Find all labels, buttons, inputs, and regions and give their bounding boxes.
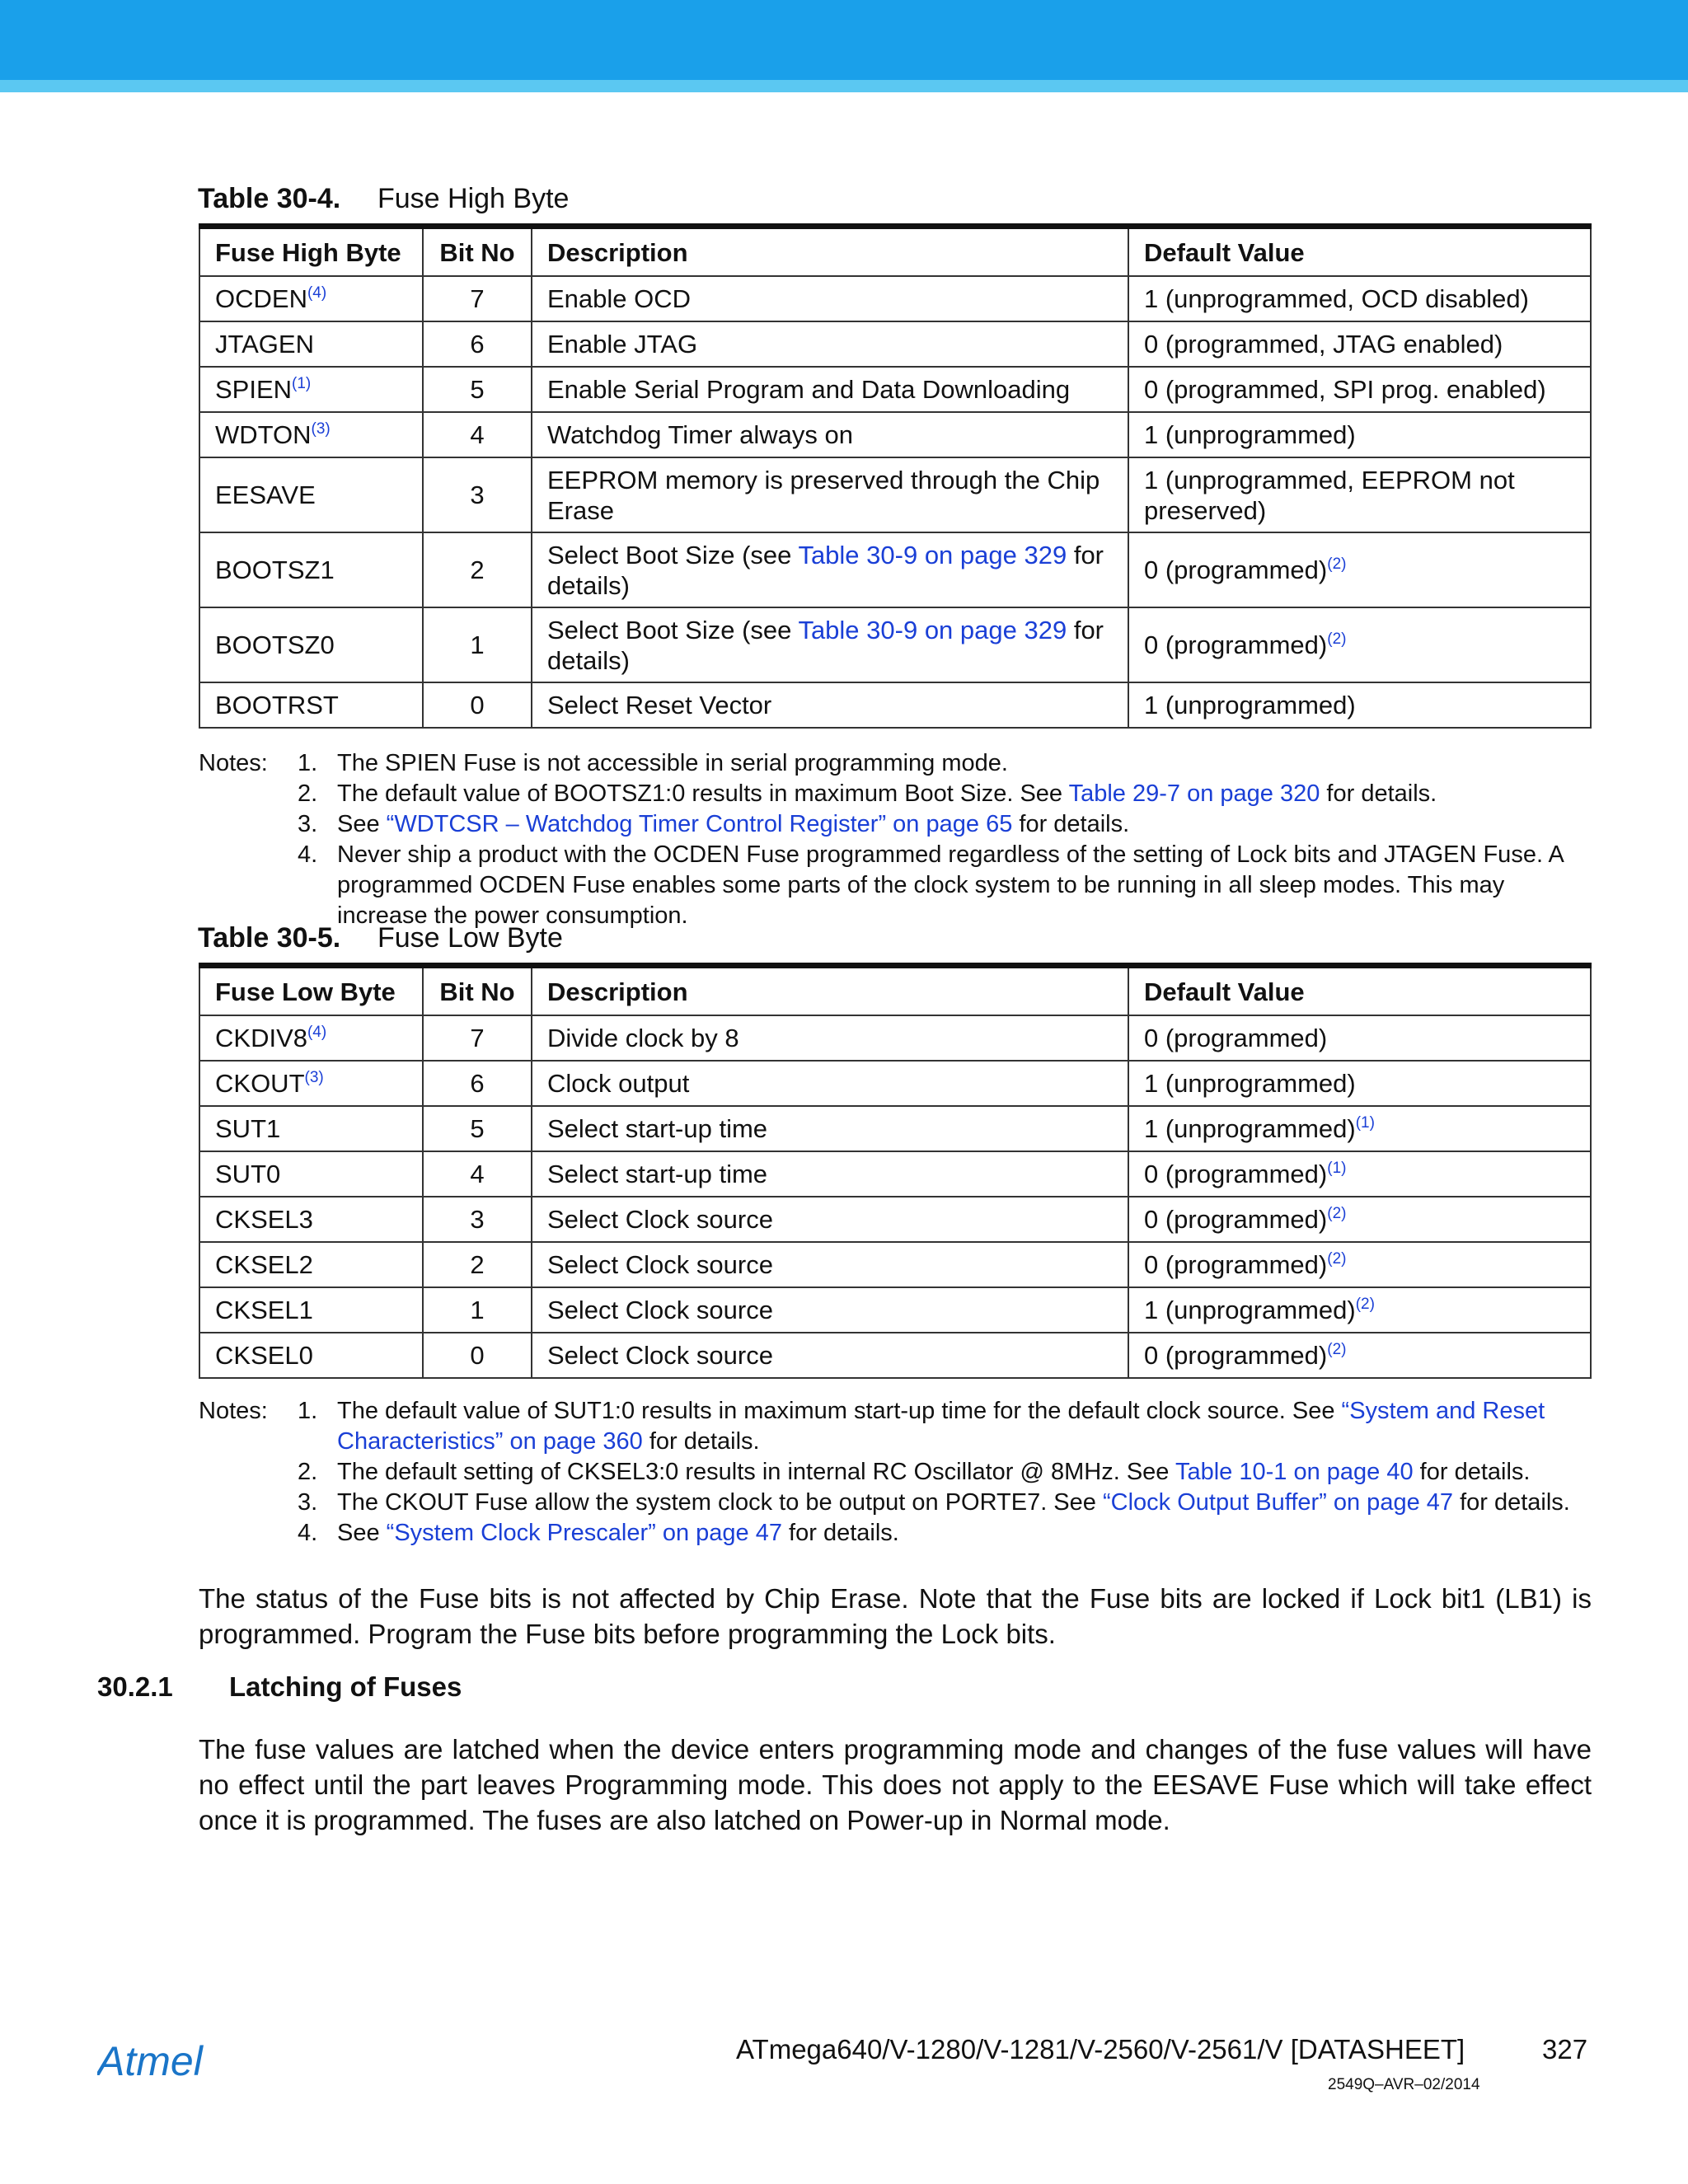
bit-no-cell: 5 xyxy=(423,367,532,412)
default-value-cell xyxy=(1128,1242,1591,1287)
fuse-name: JTAGEN xyxy=(215,330,314,359)
default-value-cell xyxy=(1128,367,1591,412)
description-cell xyxy=(532,1151,1128,1197)
default-value: 0 (programmed) xyxy=(1144,1160,1328,1188)
column-header: Description xyxy=(532,966,1128,1016)
default-value: 0 (programmed) xyxy=(1144,1250,1328,1279)
note-number: 4. xyxy=(298,841,318,868)
table-row xyxy=(199,457,1591,532)
section-title: Latching of Fuses xyxy=(229,1671,462,1702)
description-cell xyxy=(532,1242,1128,1287)
fuse-name: CKSEL3 xyxy=(215,1205,313,1234)
default-value: 1 (unprogrammed) xyxy=(1144,691,1356,719)
cross-reference-link[interactable]: “WDTCSR – Watchdog Timer Control Register” on page 65 xyxy=(386,811,1013,837)
default-value: 0 (programmed, SPI prog. enabled) xyxy=(1144,375,1546,404)
section-heading xyxy=(97,1671,462,1703)
footnote-ref[interactable]: (2) xyxy=(1327,1250,1347,1268)
default-value: 0 (programmed) xyxy=(1144,1205,1328,1234)
table2-number: Table 30-5. xyxy=(198,922,341,954)
note-item xyxy=(199,1488,1600,1518)
fuse-name: CKSEL0 xyxy=(215,1341,313,1370)
footnote-ref[interactable]: (4) xyxy=(307,1024,327,1041)
table2-notes xyxy=(199,1396,1600,1549)
notes-label: Notes: xyxy=(199,750,268,776)
description-cell xyxy=(532,276,1128,321)
default-value: 1 (unprogrammed) xyxy=(1144,1114,1356,1143)
footnote-ref[interactable]: (3) xyxy=(311,420,331,438)
fuse-name-cell xyxy=(199,682,423,728)
footnote-ref[interactable]: (2) xyxy=(1327,555,1347,573)
default-value: 1 (unprogrammed) xyxy=(1144,1069,1356,1098)
fuse-name-cell xyxy=(199,321,423,367)
description-cell xyxy=(532,1106,1128,1151)
description-cell xyxy=(532,1061,1128,1106)
footnote-ref[interactable]: (2) xyxy=(1327,1341,1347,1358)
note-item xyxy=(199,809,1600,840)
default-value: 0 (programmed) xyxy=(1144,630,1328,659)
note-text: The CKOUT Fuse allow the system clock to be output on PORTE7. See xyxy=(337,1489,1103,1516)
note-item xyxy=(199,748,1600,779)
fuse-name-cell xyxy=(199,457,423,532)
default-value-cell xyxy=(1128,1106,1591,1151)
bit-no-cell: 0 xyxy=(423,682,532,728)
cross-reference-link[interactable]: “Clock Output Buffer” on page 47 xyxy=(1102,1489,1454,1516)
table-row xyxy=(199,607,1591,682)
bit-no-cell: 6 xyxy=(423,1061,532,1106)
note-text: The default setting of CKSEL3:0 results in internal RC Oscillator @ 8MHz. See xyxy=(337,1459,1175,1485)
table-row xyxy=(199,412,1591,457)
description-text: EEPROM memory is preserved through the Chip Erase xyxy=(547,465,1100,525)
bit-no-cell: 4 xyxy=(423,1151,532,1197)
column-header: Default Value xyxy=(1128,227,1591,277)
note-text: See xyxy=(337,1520,387,1546)
column-header: Bit No xyxy=(423,966,532,1016)
cross-reference-link[interactable]: Table 30-9 on page 329 xyxy=(798,615,1067,644)
description-cell xyxy=(532,532,1128,607)
fuse-name-cell xyxy=(199,1287,423,1333)
description-text: Select Clock source xyxy=(547,1205,773,1234)
description-text: Enable JTAG xyxy=(547,330,698,359)
note-text: for details. xyxy=(1012,811,1130,837)
page-number: 327 xyxy=(1542,2034,1588,2064)
footer-title: ATmega640/V-1280/V-1281/V-2560/V-2561/V [DATASHEET] xyxy=(736,2034,1465,2064)
notes-label: Notes: xyxy=(199,1398,268,1424)
fuse-name-cell xyxy=(199,1333,423,1378)
default-value: 1 (unprogrammed) xyxy=(1144,1296,1356,1324)
note-text: for details. xyxy=(1453,1489,1570,1516)
table-row xyxy=(199,276,1591,321)
footnote-ref[interactable]: (1) xyxy=(1327,1160,1347,1177)
bit-no-cell: 3 xyxy=(423,1197,532,1242)
footnote-ref[interactable]: (1) xyxy=(292,375,312,392)
description-cell xyxy=(532,1197,1128,1242)
description-text: Select Clock source xyxy=(547,1250,773,1279)
note-number: 3. xyxy=(298,811,318,837)
fuse-name-cell xyxy=(199,532,423,607)
fuse-name: BOOTSZ0 xyxy=(215,630,335,659)
description-cell xyxy=(532,367,1128,412)
note-item xyxy=(199,1457,1600,1488)
bit-no-cell: 7 xyxy=(423,276,532,321)
default-value: 1 (unprogrammed, OCD disabled) xyxy=(1144,284,1529,313)
table-row xyxy=(199,1015,1591,1061)
note-text: The default value of BOOTSZ1:0 results in maximum Boot Size. See xyxy=(337,780,1069,807)
description-cell xyxy=(532,457,1128,532)
table-row xyxy=(199,1242,1591,1287)
default-value-cell xyxy=(1128,1015,1591,1061)
document-code: 2549Q–AVR–02/2014 xyxy=(1328,2076,1480,2093)
fuse-name-cell xyxy=(199,1242,423,1287)
description-text: Enable OCD xyxy=(547,284,692,313)
note-item xyxy=(199,1518,1600,1549)
table-row xyxy=(199,1287,1591,1333)
description-cell xyxy=(532,412,1128,457)
table-header-row xyxy=(199,966,1591,1016)
fuse-status-paragraph: The status of the Fuse bits is not affected by Chip Erase. Note that the Fuse bits are locked if Lock bit1 (LB1) is programmed. Program the Fuse bits before programming the Lock bits. xyxy=(199,1583,1592,1649)
fuse-name: WDTON xyxy=(215,420,312,449)
logo-text: Atmel xyxy=(97,2038,203,2084)
note-text: for details. xyxy=(642,1428,760,1455)
description-text: for details) xyxy=(547,615,1104,675)
default-value: 0 (programmed) xyxy=(1144,1024,1328,1052)
note-text: The default value of SUT1:0 results in maximum start-up time for the default clock source. See xyxy=(337,1398,1342,1424)
default-value-cell xyxy=(1128,1287,1591,1333)
footnote-ref[interactable]: (2) xyxy=(1327,630,1347,648)
description-cell xyxy=(532,1333,1128,1378)
default-value: 1 (unprogrammed) xyxy=(1144,420,1356,449)
note-number: 2. xyxy=(298,780,318,807)
note-item xyxy=(199,840,1600,931)
default-value-cell xyxy=(1128,1061,1591,1106)
description-text: Select Clock source xyxy=(547,1341,773,1370)
bit-no-cell: 3 xyxy=(423,457,532,532)
description-text: Select start-up time xyxy=(547,1114,768,1143)
fuse-name: CKDIV8 xyxy=(215,1024,307,1052)
fuse-high-byte-table xyxy=(199,223,1592,729)
table1-caption xyxy=(198,183,569,215)
fuse-name: BOOTSZ1 xyxy=(215,555,335,584)
table-header-row xyxy=(199,227,1591,277)
description-cell xyxy=(532,1015,1128,1061)
table1-notes xyxy=(199,748,1600,931)
default-value: 0 (programmed) xyxy=(1144,555,1328,584)
table-row xyxy=(199,532,1591,607)
fuse-name: SUT0 xyxy=(215,1160,281,1188)
fuse-name: OCDEN xyxy=(215,284,307,313)
fuse-name-cell xyxy=(199,1015,423,1061)
table-row xyxy=(199,1106,1591,1151)
column-header: Default Value xyxy=(1128,966,1591,1016)
bit-no-cell: 1 xyxy=(423,607,532,682)
column-header: Description xyxy=(532,227,1128,277)
atmel-logo xyxy=(97,2036,241,2085)
table2-caption xyxy=(198,922,563,954)
bit-no-cell: 0 xyxy=(423,1333,532,1378)
table-row xyxy=(199,1333,1591,1378)
description-text: Clock output xyxy=(547,1069,690,1098)
bit-no-cell: 2 xyxy=(423,1242,532,1287)
section-number: 30.2.1 xyxy=(97,1671,173,1702)
footnote-ref[interactable]: (1) xyxy=(1355,1114,1375,1132)
description-text: Watchdog Timer always on xyxy=(547,420,854,449)
bit-no-cell: 5 xyxy=(423,1106,532,1151)
default-value: 0 (programmed) xyxy=(1144,1341,1328,1370)
latching-paragraph: The fuse values are latched when the device enters programming mode and changes of the fuse values will have no effect until the part leaves Programming mode. This does not apply to the EESAVE Fuse which will take effect once it is programmed. The fuses are also latched on Power-up in Normal mode. xyxy=(199,1734,1592,1835)
description-text: Enable Serial Program and Data Downloading xyxy=(547,375,1071,404)
note-text: for details. xyxy=(781,1520,899,1546)
fuse-name: EESAVE xyxy=(215,480,316,509)
default-value-cell xyxy=(1128,532,1591,607)
column-header: Fuse High Byte xyxy=(199,227,423,277)
bit-no-cell: 2 xyxy=(423,532,532,607)
description-text: Select Clock source xyxy=(547,1296,773,1324)
fuse-name-cell xyxy=(199,1151,423,1197)
note-text: for details. xyxy=(1320,780,1437,807)
bit-no-cell: 7 xyxy=(423,1015,532,1061)
note-text: for details. xyxy=(1413,1459,1531,1485)
note-text: The SPIEN Fuse is not accessible in serial programming mode. xyxy=(337,750,1008,776)
fuse-low-byte-table xyxy=(199,963,1592,1379)
fuse-name: CKSEL2 xyxy=(215,1250,313,1279)
table-row xyxy=(199,1197,1591,1242)
description-cell xyxy=(532,321,1128,367)
cross-reference-link[interactable]: Table 10-1 on page 40 xyxy=(1175,1459,1414,1485)
fuse-name: CKSEL1 xyxy=(215,1296,313,1324)
column-header: Bit No xyxy=(423,227,532,277)
description-text: Divide clock by 8 xyxy=(547,1024,739,1052)
table1-number: Table 30-4. xyxy=(198,183,341,214)
description-cell xyxy=(532,1287,1128,1333)
default-value-cell xyxy=(1128,1197,1591,1242)
description-text: Select Boot Size (see xyxy=(547,540,799,569)
footnote-ref[interactable]: (2) xyxy=(1355,1296,1375,1313)
default-value-cell xyxy=(1128,682,1591,728)
table2-title: Fuse Low Byte xyxy=(377,922,563,954)
description-text: Select Boot Size (see xyxy=(547,615,799,644)
default-value-cell xyxy=(1128,1333,1591,1378)
bit-no-cell: 4 xyxy=(423,412,532,457)
fuse-name: CKOUT xyxy=(215,1069,305,1098)
default-value: 0 (programmed, JTAG enabled) xyxy=(1144,330,1503,359)
cross-reference-link[interactable]: “System Clock Prescaler” on page 47 xyxy=(386,1520,782,1546)
note-text: See xyxy=(337,811,387,837)
cross-reference-link[interactable]: Table 29-7 on page 320 xyxy=(1068,780,1320,807)
header-band-accent xyxy=(0,80,1688,92)
default-value-cell xyxy=(1128,321,1591,367)
note-number: 1. xyxy=(298,750,318,776)
table-row xyxy=(199,321,1591,367)
footnote-ref[interactable]: (3) xyxy=(304,1069,324,1086)
note-number: 4. xyxy=(298,1520,318,1546)
table-row xyxy=(199,1061,1591,1106)
description-text: Select Reset Vector xyxy=(547,691,772,719)
cross-reference-link[interactable]: Table 30-9 on page 329 xyxy=(798,540,1067,569)
cross-reference-link[interactable]: “System and Reset Characteristics” on page 360 xyxy=(337,1398,1545,1455)
fuse-name-cell xyxy=(199,1106,423,1151)
column-header: Fuse Low Byte xyxy=(199,966,423,1016)
description-text: for details) xyxy=(547,540,1104,600)
header-band xyxy=(0,0,1688,80)
bit-no-cell: 1 xyxy=(423,1287,532,1333)
default-value-cell xyxy=(1128,276,1591,321)
default-value-cell xyxy=(1128,607,1591,682)
footnote-ref[interactable]: (2) xyxy=(1327,1205,1347,1222)
fuse-name-cell xyxy=(199,1061,423,1106)
fuse-name-cell xyxy=(199,367,423,412)
note-number: 2. xyxy=(298,1459,318,1485)
note-item xyxy=(199,779,1600,809)
description-cell xyxy=(532,682,1128,728)
fuse-name-cell xyxy=(199,1197,423,1242)
fuse-name-cell xyxy=(199,412,423,457)
table1-title: Fuse High Byte xyxy=(377,183,570,214)
default-value-cell xyxy=(1128,1151,1591,1197)
description-text: Select start-up time xyxy=(547,1160,768,1188)
fuse-name-cell xyxy=(199,276,423,321)
note-number: 3. xyxy=(298,1489,318,1516)
fuse-name-cell xyxy=(199,607,423,682)
table-row xyxy=(199,682,1591,728)
bit-no-cell: 6 xyxy=(423,321,532,367)
default-value-cell xyxy=(1128,412,1591,457)
fuse-name: BOOTRST xyxy=(215,691,339,719)
table-row xyxy=(199,1151,1591,1197)
default-value: 1 (unprogrammed, EEPROM not preserved) xyxy=(1144,465,1515,525)
note-text: Never ship a product with the OCDEN Fuse programmed regardless of the setting of Lock bits and JTAGEN Fuse. A programmed OCDEN Fuse enables some parts of the clock system to be running in all sleep modes. This may increase the power consumption. xyxy=(337,841,1564,929)
note-item xyxy=(199,1396,1600,1457)
fuse-name: SUT1 xyxy=(215,1114,281,1143)
fuse-name: SPIEN xyxy=(215,375,293,404)
table-row xyxy=(199,367,1591,412)
description-cell xyxy=(532,607,1128,682)
default-value-cell xyxy=(1128,457,1591,532)
note-number: 1. xyxy=(298,1398,318,1424)
footnote-ref[interactable]: (4) xyxy=(307,284,327,302)
